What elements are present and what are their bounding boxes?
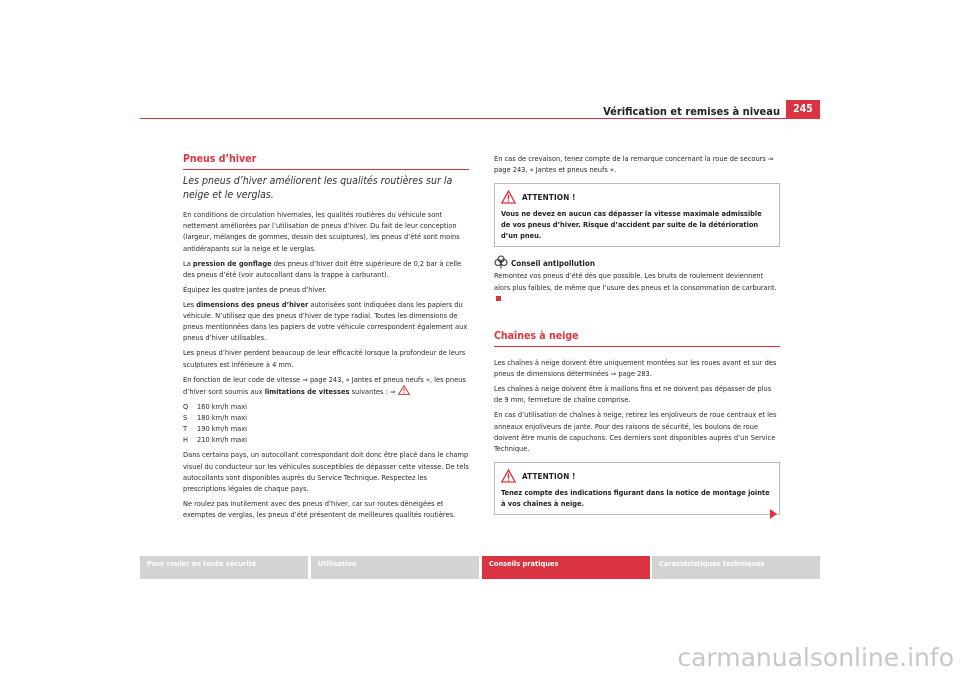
keyword: limitations de vitesses [264, 386, 350, 396]
keyword: pression de gonflage [192, 258, 272, 268]
end-square-icon [496, 296, 501, 301]
section-subtitle: Les pneus d’hiver améliorent les qualités routières sur la neige et le verglas. [183, 175, 453, 201]
warning-triangle-icon [501, 190, 516, 204]
section-title-winter-tyres: Pneus d’hiver [183, 153, 469, 170]
list-item: H 210 km/h maxi [183, 435, 248, 445]
paragraph: Les pneus d’hiver perdent beaucoup de leur efficacité lorsque la profondeur de leurs sculptures est inférieure à 4 mm. [183, 348, 466, 369]
paragraph: Équipez les quatre jantes de pneus d’hiver. [183, 284, 327, 294]
attention-title: ATTENTION ! [522, 192, 576, 202]
attention-header [501, 469, 773, 483]
attention-title: ATTENTION ! [522, 471, 576, 481]
attention-text: Tenez compte des indications figurant dans la notice de montage jointe à vos chaînes à neige. [501, 488, 770, 509]
eco-paragraph: Remontez vos pneus d’été dès que possible. Les bruits de roulement deviennent alors plus faibles, de même que l’usure des pneus et la consommation de carburant. [494, 270, 780, 304]
list-item: S 180 km/h maxi [183, 413, 248, 423]
attention-box [494, 183, 780, 247]
paragraph: En conditions de circulation hivernales, les qualités routières du véhicule sont nettement améliorées par l’utilisation de pneus d’hiver. Du fait de leur conception (largeur, mélanges de gommes, dessin des sculptures), les pneus d’été sont moins antidérapants sur la neige et le verglas. [183, 210, 460, 253]
attention-header [501, 190, 773, 204]
right-column [494, 153, 780, 523]
watermark: carmanualsonline.info [677, 643, 954, 672]
arrow-right-icon[interactable] [770, 509, 777, 519]
footer-tab-safety[interactable]: Pour rouler en toute sécurité [140, 556, 308, 579]
speed-limit-list [183, 401, 469, 446]
footer-tab-technical-data[interactable]: Caractéristiques techniques [652, 556, 820, 579]
list-item: T 190 km/h maxi [183, 424, 248, 434]
eco-flower-icon [494, 255, 508, 269]
paragraph: En cas d’utilisation de chaînes à neige, retirez les enjoliveurs de roue centraux et les anneaux enjoliveurs de jante. Pour des raisons de sécurité, les boulons de roue doivent être munis de capuchons. Ces derniers sont disponibles auprès d’un Service Technique. [494, 410, 777, 454]
keyword: dimensions des pneus d’hiver [196, 299, 309, 309]
page-number: 245 [786, 100, 820, 119]
eco-header [494, 255, 780, 269]
left-column [183, 153, 469, 524]
section-title-snow-chains: Chaînes à neige [494, 330, 780, 347]
footer-tab-usage[interactable]: Utilisation [311, 556, 479, 579]
paragraph: Les chaînes à neige doivent être à maillons fins et ne doivent pas dépasser de plus de 9 mm, fermeture de chaîne comprise. [494, 384, 772, 405]
paragraph: Dans certains pays, un autocollant correspondant doit donc être placé dans le champ visuel du conducteur sur les véhicules susceptibles de dépasser cette vitesse. De tels autocollants sont disponibles auprès du Service Technique. Respectez les prescriptions légales de chaque pays. [183, 450, 469, 494]
page-header-title: Vérification et remises à niveau [603, 105, 780, 118]
paragraph-speed: En fonction de leur code de vitesse ⇒ page 243, « Jantes et pneus neufs », les pneus d’hiver sont soumis aux limitations de vitesses suivantes : ⇒ [183, 374, 466, 396]
eco-title: Conseil antipollution [511, 259, 595, 269]
paragraph-dimensions: Les dimensions des pneus d’hiver autorisées sont indiquées dans les papiers du véhicule. N’utilisez que des pneus d’hiver de type radial. Toutes les dimensions de pneus mentionnées dans les papiers de votre véhicule correspondent également aux pneus d’hiver utilisables. [183, 299, 468, 343]
list-item: Q 160 km/h maxi [183, 401, 248, 411]
warning-triangle-icon [398, 385, 410, 395]
paragraph: En cas de crevaison, tenez compte de la remarque concernant la roue de secours ⇒ page 243, « Jantes et pneus neufs ». [494, 154, 774, 175]
paragraph: Ne roulez pas inutilement avec des pneus d’hiver, car sur routes déneigées et exemptes de verglas, les pneus d’été présentent de meilleures qualités routières. [183, 499, 456, 520]
footer-tab-practical-tips[interactable]: Conseils pratiques [482, 556, 650, 579]
warning-triangle-icon [501, 469, 516, 483]
attention-text: Vous ne devez en aucun cas dépasser la vitesse maximale admissible de vos pneus d’hiver. Risque d’accident par suite de la détérioration d’un pneu. [501, 209, 762, 241]
paragraph-pressure: La pression de gonflage des pneus d’hiver doit être supérieure de 0,2 bar à celle des pneus d’été (voir autocollant dans la trappe à carburant). [183, 258, 462, 279]
paragraph: Les chaînes à neige doivent être uniquement montées sur les roues avant et sur des pneus de dimensions déterminées ⇒ page 283. [494, 358, 777, 379]
attention-box [494, 462, 780, 515]
header-divider [140, 118, 820, 119]
